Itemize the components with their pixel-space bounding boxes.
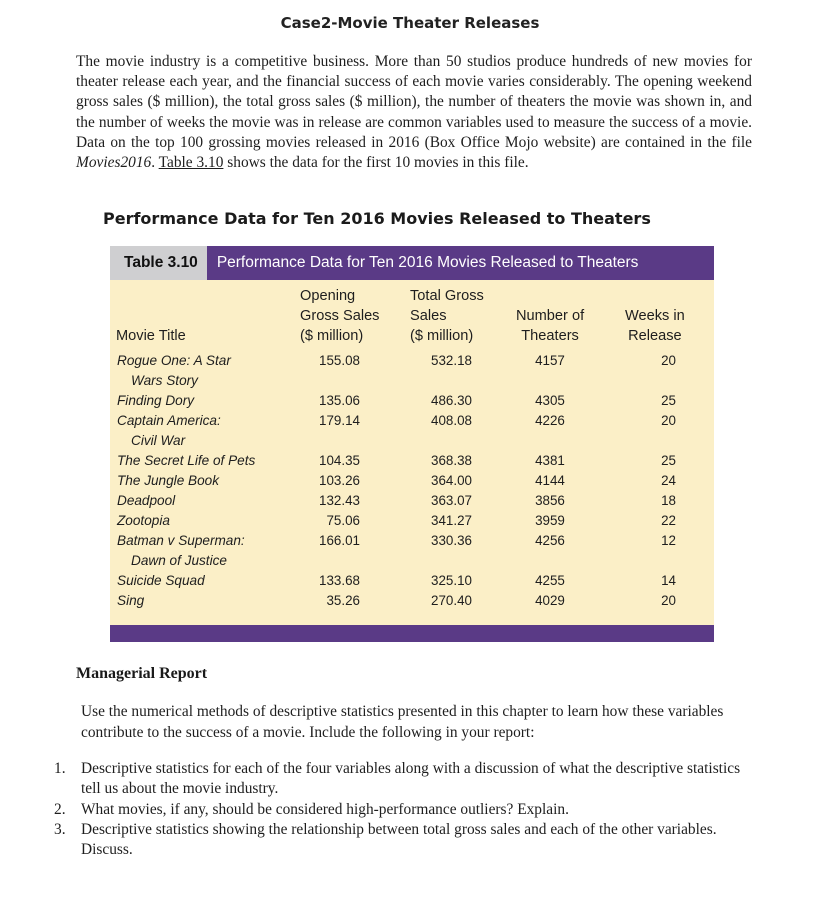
list-item xyxy=(50,800,750,820)
movie-title xyxy=(117,411,277,450)
header-theaters xyxy=(516,306,584,346)
opening-value: 75.06 xyxy=(326,513,360,528)
total-value: 364.00 xyxy=(431,473,472,488)
opening-value: 104.35 xyxy=(319,453,360,468)
total-value: 408.08 xyxy=(431,413,472,428)
theaters-value: 4381 xyxy=(535,453,565,468)
theaters-value: 3959 xyxy=(535,513,565,528)
list-item xyxy=(50,759,750,800)
table-row xyxy=(110,451,714,471)
table-row xyxy=(110,531,714,568)
weeks-value: 20 xyxy=(661,413,676,428)
title-line: Deadpool xyxy=(117,493,176,508)
table-reference-link[interactable]: Table 3.10 xyxy=(158,154,224,172)
title-line: Sing xyxy=(117,593,145,608)
file-name: Movies2016 xyxy=(76,154,152,172)
header-line: Release xyxy=(628,328,682,344)
opening-value: 103.26 xyxy=(319,473,360,488)
movie-title xyxy=(117,571,277,591)
weeks-value: 18 xyxy=(661,493,676,508)
header-opening-gross xyxy=(300,286,379,346)
report-heading: Managerial Report xyxy=(76,665,208,682)
total-value: 270.40 xyxy=(431,593,472,608)
theaters-value: 3856 xyxy=(535,493,565,508)
weeks-value: 14 xyxy=(661,573,676,588)
table-row xyxy=(110,411,714,448)
weeks-value: 25 xyxy=(661,393,676,408)
data-table xyxy=(110,280,714,625)
report-list xyxy=(50,759,750,860)
header-line: Total Gross xyxy=(410,288,484,304)
movie-title xyxy=(117,531,277,570)
title-line: Suicide Squad xyxy=(117,573,205,588)
weeks-value: 25 xyxy=(661,453,676,468)
header-line: Opening xyxy=(300,288,356,304)
table-caption-bar xyxy=(110,246,714,280)
weeks-value: 12 xyxy=(661,533,676,548)
table-row xyxy=(110,591,714,611)
table-number: Table 3.10 xyxy=(110,246,207,280)
intro-text-2: . xyxy=(151,154,159,172)
title-line: Rogue One: A Star xyxy=(117,353,231,368)
list-item-text: Descriptive statistics showing the relationship between total gross sales and each of the other variables. Discuss. xyxy=(81,820,717,859)
movie-title xyxy=(117,351,277,390)
total-value: 341.27 xyxy=(431,513,472,528)
title-line: Zootopia xyxy=(117,513,170,528)
total-value: 486.30 xyxy=(431,393,472,408)
table-footer-bar xyxy=(110,625,714,642)
header-total-gross xyxy=(410,286,484,346)
table-row xyxy=(110,491,714,511)
movie-title xyxy=(117,451,277,471)
title-line: Finding Dory xyxy=(117,393,195,408)
movie-title xyxy=(117,471,277,491)
total-value: 330.36 xyxy=(431,533,472,548)
list-item-text: What movies, if any, should be considered high-performance outliers? Explain. xyxy=(81,800,569,818)
header-line: Sales xyxy=(410,308,447,324)
title-line: Wars Story xyxy=(131,372,198,388)
opening-value: 133.68 xyxy=(319,573,360,588)
total-value: 368.38 xyxy=(431,453,472,468)
opening-value: 135.06 xyxy=(319,393,360,408)
theaters-value: 4255 xyxy=(535,573,565,588)
opening-value: 132.43 xyxy=(319,493,360,508)
movie-title xyxy=(117,391,277,411)
title-line: The Secret Life of Pets xyxy=(117,453,256,468)
total-value: 532.18 xyxy=(431,353,472,368)
title-line: The Jungle Book xyxy=(117,473,220,488)
weeks-value: 20 xyxy=(661,353,676,368)
title-line: Civil War xyxy=(131,432,186,448)
theaters-value: 4305 xyxy=(535,393,565,408)
weeks-value: 24 xyxy=(661,473,676,488)
table-caption: Performance Data for Ten 2016 Movies Released to Theaters xyxy=(216,254,639,271)
opening-value: 155.08 xyxy=(319,353,360,368)
table-row xyxy=(110,391,714,411)
opening-value: 166.01 xyxy=(319,533,360,548)
movie-title xyxy=(117,591,277,611)
opening-value: 35.26 xyxy=(326,593,360,608)
list-marker: 1. xyxy=(54,760,66,777)
header-line: Number of xyxy=(516,308,585,324)
table-row xyxy=(110,571,714,591)
report-intro: Use the numerical methods of descriptive statistics presented in this chapter to learn how these variables contribute to the success of a movie. Include the following in your report: xyxy=(81,703,724,741)
header-weeks xyxy=(625,306,685,346)
header-line: ($ million) xyxy=(410,328,474,344)
list-item xyxy=(50,820,750,861)
theaters-value: 4157 xyxy=(535,353,565,368)
table-row xyxy=(110,471,714,491)
title-line: Batman v Superman: xyxy=(117,533,245,548)
table-subheading: Performance Data for Ten 2016 Movies Released to Theaters xyxy=(103,209,651,228)
movie-title xyxy=(117,491,277,511)
theaters-value: 4144 xyxy=(535,473,565,488)
title-line: Captain America: xyxy=(117,413,221,428)
header-line: ($ million) xyxy=(300,328,364,344)
total-value: 325.10 xyxy=(431,573,472,588)
movie-title xyxy=(117,511,277,531)
page-title: Case2-Movie Theater Releases xyxy=(280,14,540,32)
weeks-value: 22 xyxy=(661,513,676,528)
list-item-text: Descriptive statistics for each of the four variables along with a discussion of what the descriptive statistics tell us about the movie industry. xyxy=(81,760,741,798)
table-row xyxy=(110,351,714,388)
theaters-value: 4226 xyxy=(535,413,565,428)
header-line: Theaters xyxy=(521,328,579,344)
intro-text-1: The movie industry is a competitive business. More than 50 studios produce hundreds of new movies for theater release each year, and the financial success of each movie varies considerably. The opening weekend gross sales ($ million), the total gross sales ($ million), the number of theaters the movie was shown in, and the number of weeks the movie was in release are common variables used to measure the success of a movie. Data on the top 100 grossing movies released in 2016 (Box Office Mojo website) are contained in the file xyxy=(76,53,752,151)
total-value: 363.07 xyxy=(431,493,472,508)
theaters-value: 4256 xyxy=(535,533,565,548)
title-line: Dawn of Justice xyxy=(131,552,227,568)
opening-value: 179.14 xyxy=(319,413,360,428)
intro-paragraph xyxy=(76,52,752,173)
header-movie-title: Movie Title xyxy=(116,328,186,344)
list-marker: 2. xyxy=(54,800,66,818)
table-row xyxy=(110,511,714,531)
header-line: Weeks in xyxy=(625,308,685,324)
list-marker: 3. xyxy=(54,820,66,838)
weeks-value: 20 xyxy=(661,593,676,608)
theaters-value: 4029 xyxy=(535,593,565,608)
header-line: Gross Sales xyxy=(300,308,380,324)
intro-text-3: shows the data for the first 10 movies in this file. xyxy=(223,154,529,172)
